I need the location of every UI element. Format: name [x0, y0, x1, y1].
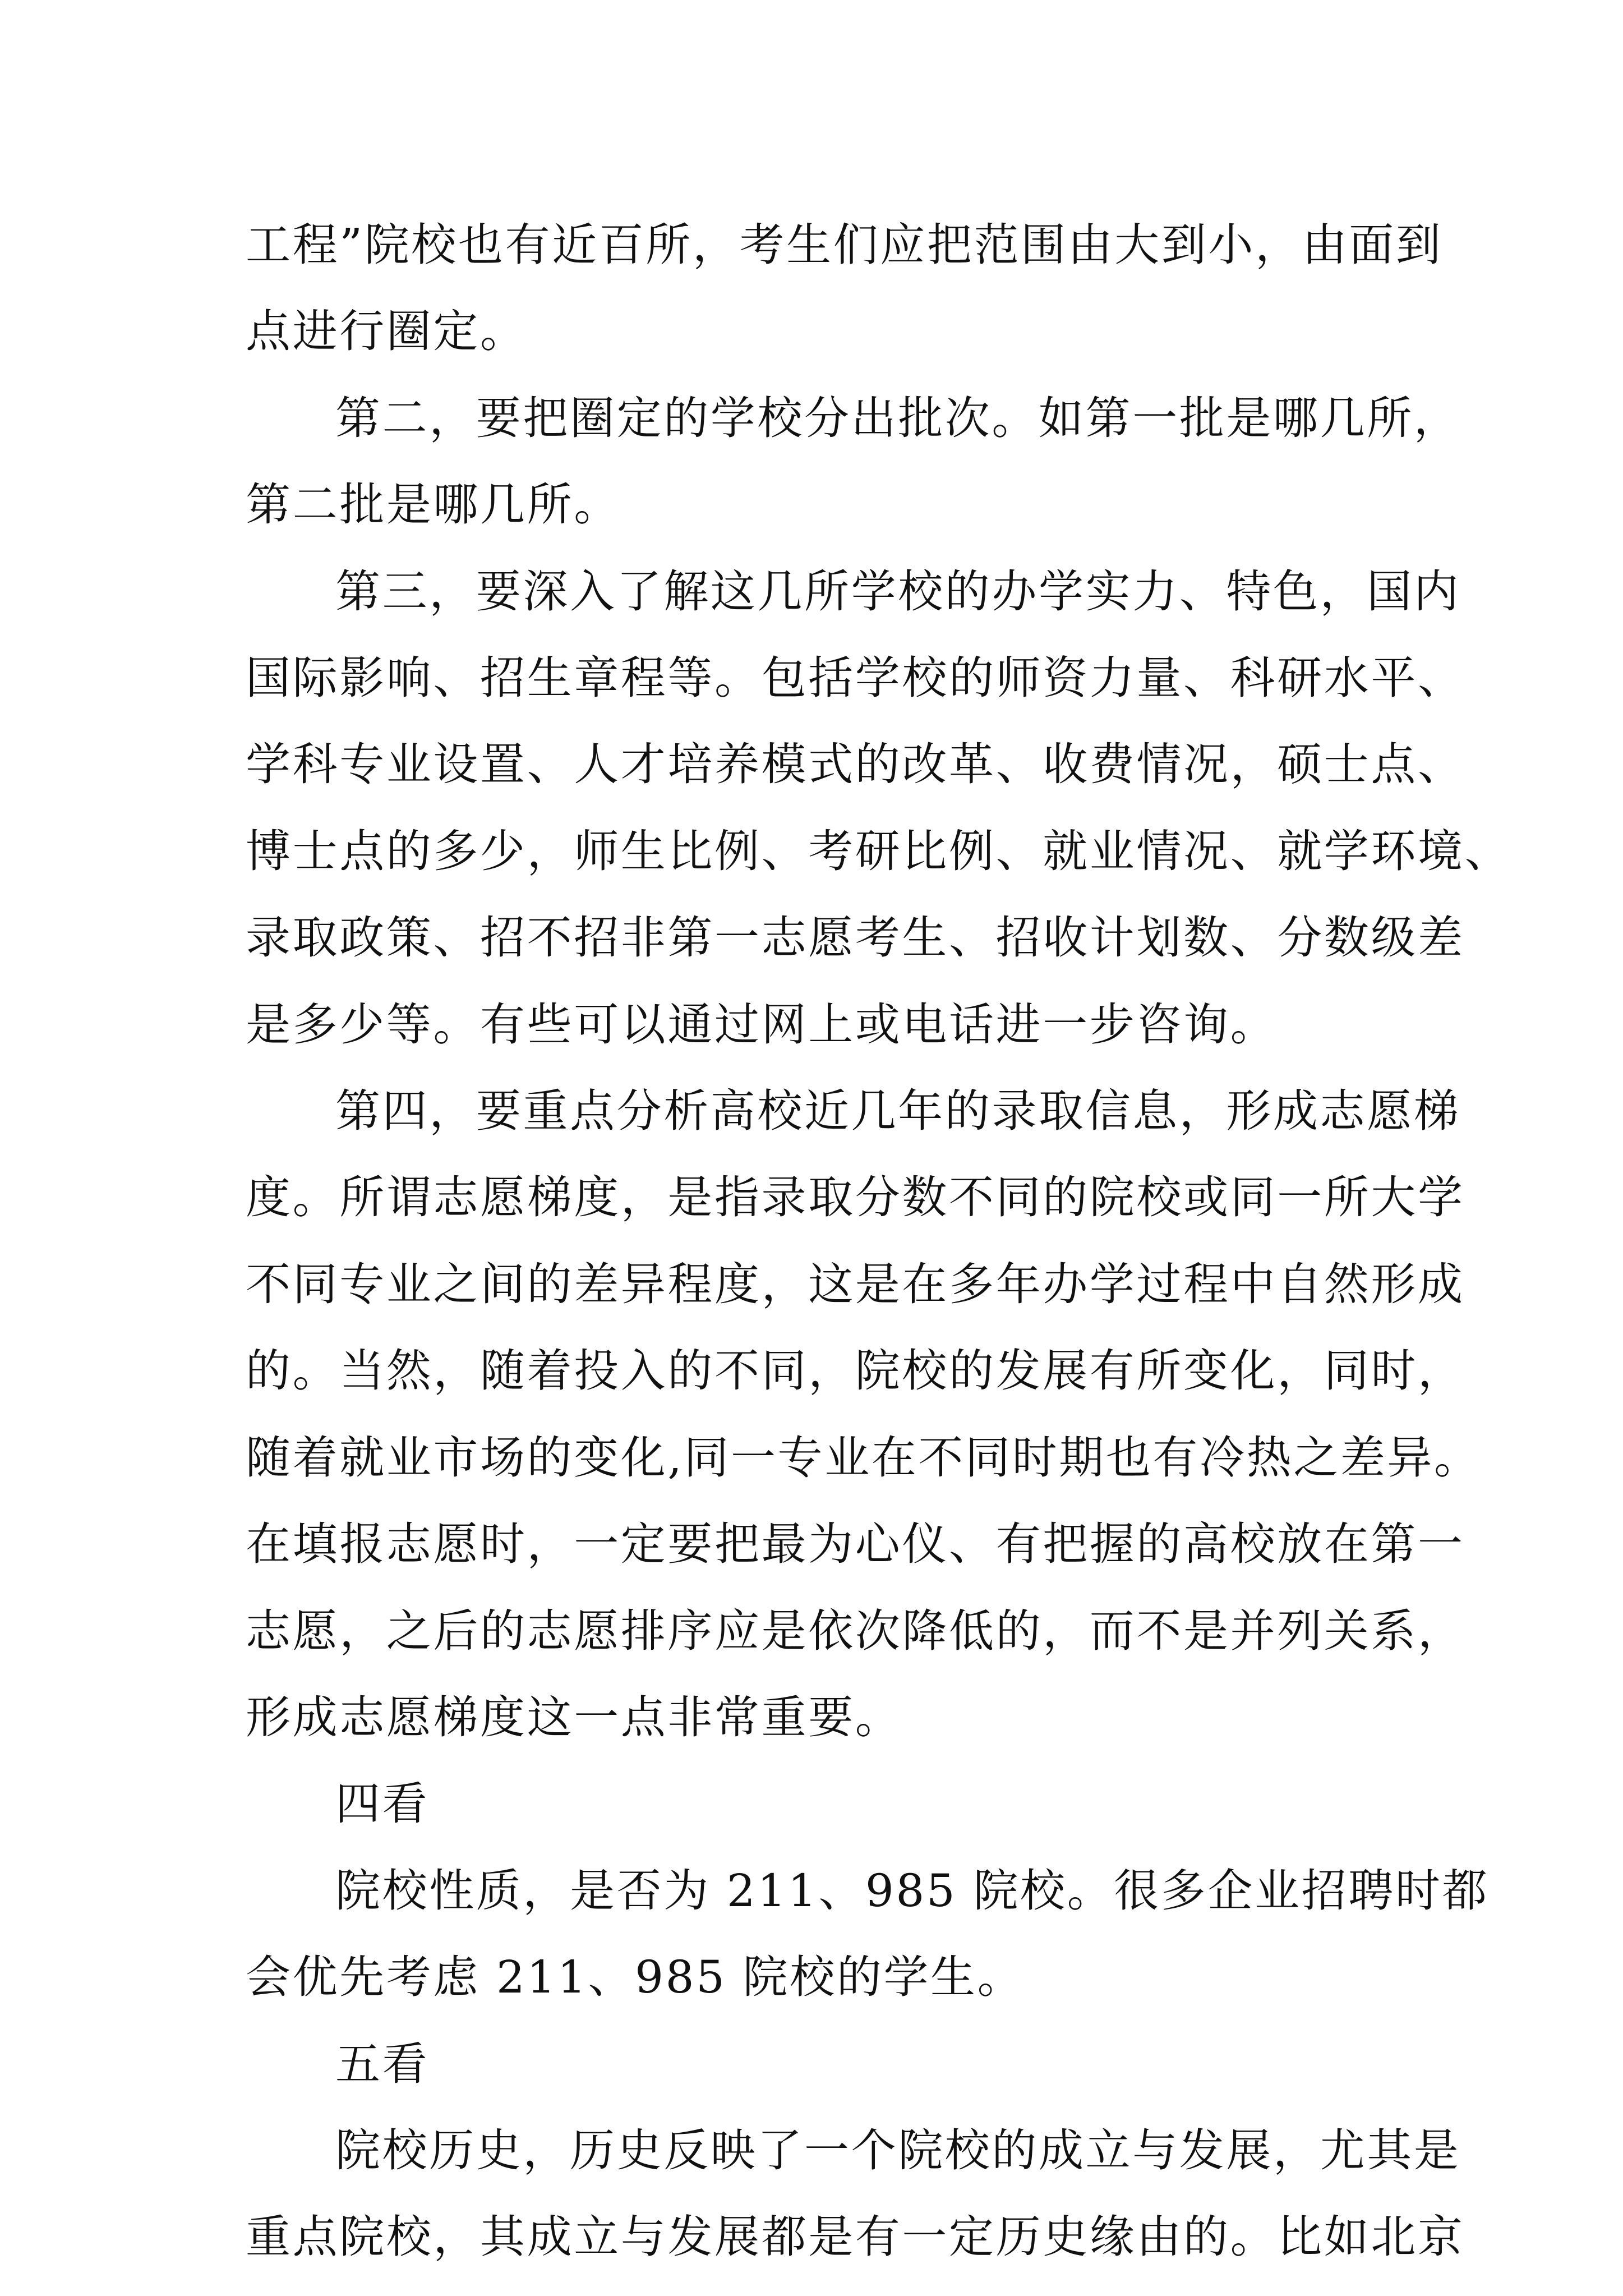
text-line: 形成志愿梯度这一点非常重要。 [246, 1691, 902, 1743]
paragraph-second [246, 375, 1461, 549]
text-line: 在填报志愿时，一定要把最为心仪、有把握的高校放在第一 [246, 1518, 1465, 1571]
text-line: 度。所谓志愿梯度，是指录取分数不同的院校或同一所大学 [246, 1171, 1465, 1224]
text-line: 学科专业设置、人才培养模式的改革、收费情况，硕士点、 [246, 738, 1465, 791]
paragraph-school-history [246, 2108, 1465, 2281]
section-heading-four [246, 1761, 1384, 1847]
text-line: 重点院校，其成立与发展都是有一定历史缘由的。比如北京 [246, 2211, 1465, 2263]
text-line: 是多少等。有些可以通过网上或电话进一步咨询。 [246, 998, 1278, 1051]
text-line: 院校性质，是否为 211、985 院校。很多企业招聘时都 [335, 1864, 1490, 1917]
text-line: 第二，要把圈定的学校分出批次。如第一批是哪几所， [335, 392, 1461, 444]
section-heading-five [246, 2021, 1384, 2108]
paragraph-third [246, 549, 1512, 1068]
text-line: 第二批是哪几所。 [246, 478, 621, 531]
text-line: 五看 [335, 2037, 430, 2090]
text-line: 博士点的多少，师生比例、考研比例、就业情况、就学环境、 [246, 825, 1512, 877]
paragraph-fourth [246, 1068, 1481, 1761]
text-line: 第三，要深入了解这几所学校的办学实力、特色，国内 [335, 565, 1461, 618]
paragraph-continuation [246, 202, 1443, 375]
text-line: 点进行圈定。 [246, 305, 527, 358]
text-line: 志愿，之后的志愿排序应是依次降低的，而不是并列关系， [246, 1604, 1465, 1657]
text-line: 四看 [335, 1778, 430, 1830]
text-line: 的。当然，随着投入的不同，院校的发展有所变化，同时， [246, 1345, 1465, 1397]
text-line: 院校历史，历史反映了一个院校的成立与发展，尤其是 [335, 2124, 1461, 2177]
text-line: 随着就业市场的变化,同一专业在不同时期也有冷热之差异。 [246, 1431, 1481, 1484]
text-line: 录取政策、招不招非第一志愿考生、招收计划数、分数级差 [246, 912, 1465, 964]
text-line: 工程”院校也有近百所，考生们应把范围由大到小，由面到 [246, 219, 1443, 271]
text-line: 国际影响、招生章程等。包括学校的师资力量、科研水平、 [246, 652, 1465, 705]
text-line: 不同专业之间的差异程度，这是在多年办学过程中自然形成 [246, 1258, 1465, 1310]
text-line: 第四，要重点分析高校近几年的录取信息，形成志愿梯 [335, 1085, 1461, 1138]
document-body [246, 202, 1512, 2281]
paragraph-school-nature [246, 1848, 1490, 2021]
text-line: 会优先考虑 211、985 院校的学生。 [246, 1951, 1025, 2004]
